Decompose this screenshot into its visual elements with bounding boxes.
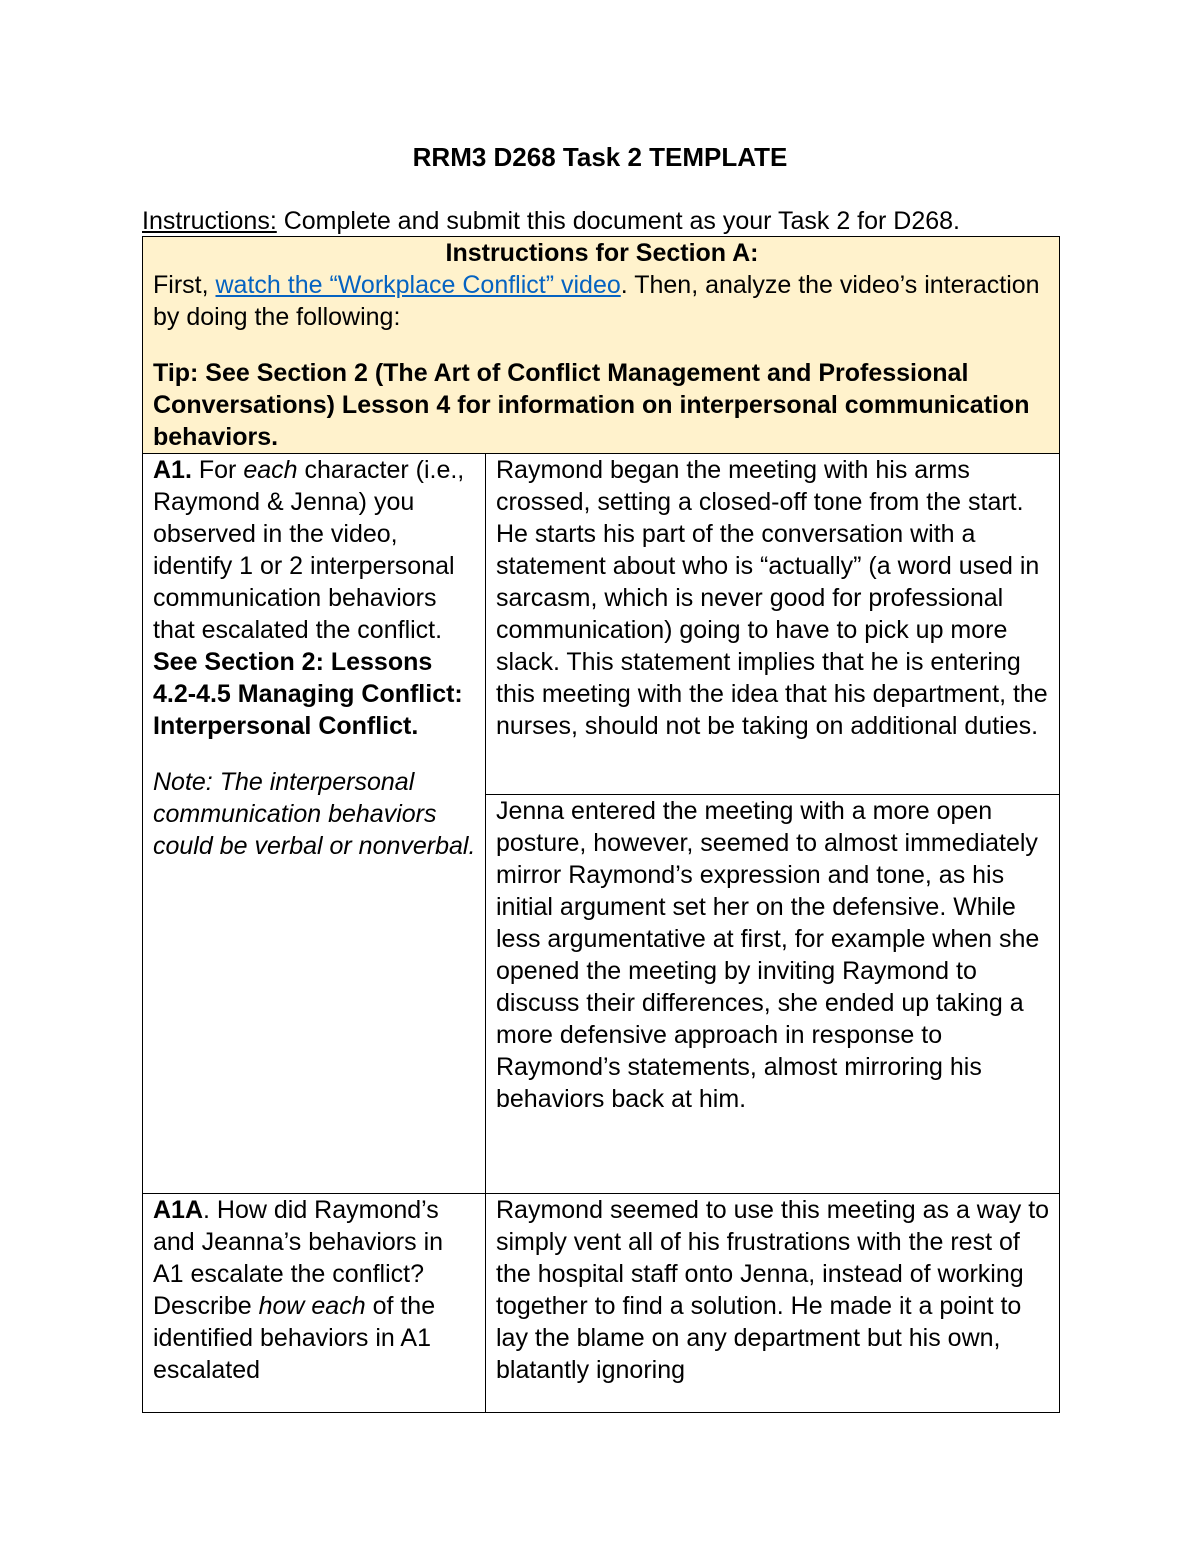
instructions-label: Instructions: [142, 207, 277, 235]
a1a-prompt-cell [143, 1194, 486, 1413]
a1a-answer-cell [486, 1194, 1060, 1413]
a1-answer-jenna-cell [486, 795, 1060, 1194]
document-title: RRM3 D268 Task 2 TEMPLATE [412, 142, 788, 172]
a1-text-2: character (i.e., Raymond & Jenna) you observed in the video, identify 1 or 2 interpersonal communication behaviors that escalated the conflict. [153, 456, 465, 644]
a1a-answer: Raymond seemed to use this meeting as a way to simply vent all of his frustrations with the rest of the hospital staff onto Jenna, instead of working together to find a solution. He made it a point to lay the blame on any department but his own, blatantly ignoring [496, 1196, 1050, 1384]
a1-prompt-cell [143, 454, 486, 1194]
a1-label: A1. [153, 456, 192, 484]
first-prefix: First, [153, 271, 216, 299]
section-a-instructions-cell [143, 237, 1060, 454]
a1a-text-2: of the identified behaviors in A1 escalated [153, 1292, 436, 1384]
instructions-line [142, 205, 960, 237]
a1-answer-jenna: Jenna entered the meeting with a more open posture, however, seemed to almost immediately mirror Raymond’s expression and tone, as his initial argument set her on the defensive. While less argumentative at first, for example when she opened the meeting by inviting Raymond to discuss their differences, she ended up taking a more defensive approach in response to Raymond’s statements, almost mirroring his behaviors back at him. [496, 797, 1040, 1113]
a1-each: each [243, 456, 298, 484]
workplace-conflict-video-link[interactable]: watch the “Workplace Conflict” video [215, 271, 621, 299]
a1a-prompt [153, 1194, 477, 1386]
a1-text-1: For [191, 456, 244, 484]
a1-answer-raymond: Raymond began the meeting with his arms crossed, setting a closed-off tone from the start. He starts his part of the conversation with a statement about who is “actually” (a word used in sarcasm, which is never good for professional communication) going to have to pick up more slack. This statement implies that he is entering this meeting with the idea that his department, the nurses, should not be taking on additional duties. [496, 456, 1048, 740]
a1-answer-raymond-cell [486, 454, 1060, 795]
a1a-how-each: how each [258, 1292, 366, 1320]
section-a-tip: Tip: See Section 2 (The Art of Conflict Management and Professional Conversations) Lesson 4 for information on interpersonal communication behaviors. [153, 359, 1030, 451]
a1-note: Note: The interpersonal communication behaviors could be verbal or nonverbal. [153, 768, 476, 860]
section-a-heading: Instructions for Section A: [445, 239, 759, 267]
a1a-label: A1A [153, 1196, 204, 1224]
task-table [142, 236, 1060, 1413]
a1-section-reference: See Section 2: Lessons 4.2-4.5 Managing Conflict: Interpersonal Conflict. [153, 648, 463, 740]
a1a-text-1: . How did Raymond’s and Jeanna’s behaviors in A1 escalate the conflict? Describe [153, 1196, 444, 1320]
first-suffix: . Then, analyze the video’s interaction by doing the following: [153, 271, 1040, 331]
section-a-first-paragraph [153, 269, 1051, 333]
instructions-text: Complete and submit this document as your Task 2 for D268. [276, 207, 960, 235]
a1-prompt [153, 454, 477, 646]
